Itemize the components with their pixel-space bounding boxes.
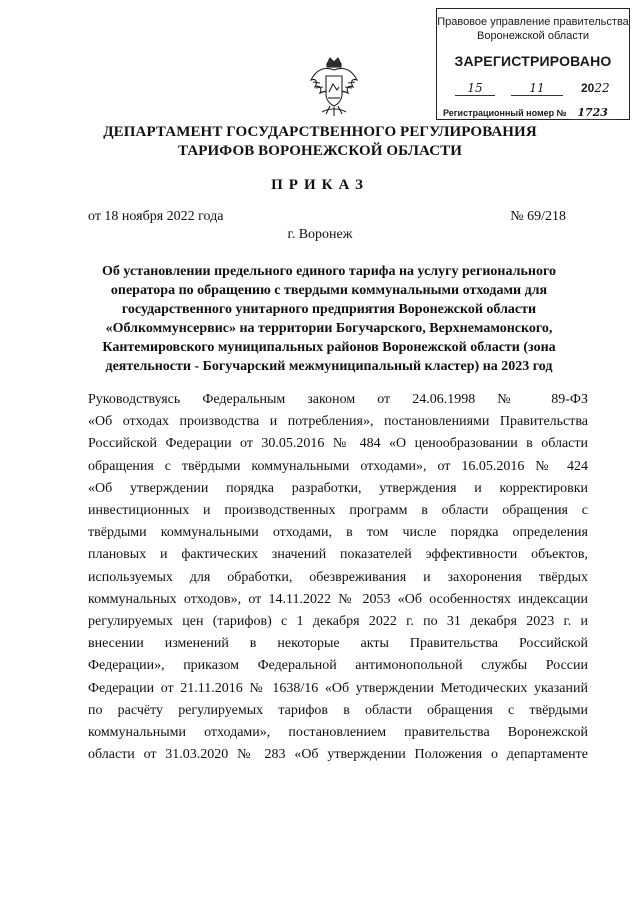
stamp-org-line2: Воронежской области [476, 30, 589, 42]
body-line: «Об отходах производства и потребления», постановлениями Правительства [88, 414, 588, 430]
body-line: Федерации», приказом Федеральной антимонопольной службы России [88, 658, 588, 674]
document-subject [80, 262, 578, 376]
stamp-day: 15 [455, 81, 495, 96]
subject-line: Кантемировского муниципальных районов Воронежской области (зона [102, 340, 556, 355]
subject-line: Об установлении предельного единого тарифа на услугу регионального [102, 264, 556, 279]
body-line: Российской Федерации от 30.05.2016 № 484 «О ценообразовании в области [88, 436, 588, 452]
stamp-date [455, 81, 621, 97]
body-line: плановых и фактических значений показателей эффективности объектов, [88, 547, 588, 563]
body-line: используемых для обработки, обезвреживания и захоронения твёрдых [88, 569, 588, 585]
department-line1: ДЕПАРТАМЕНТ ГОСУДАРСТВЕННОГО РЕГУЛИРОВАНИЯ [103, 124, 537, 140]
body-line: инвестиционных и производственных программ в области обращения с [88, 503, 588, 519]
stamp-month: 11 [511, 81, 563, 96]
body-line: твёрдыми коммунальными отходами, в том числе порядка определения [88, 525, 588, 541]
stamp-reg-number-label: Регистрационный номер № [443, 108, 567, 118]
subject-line: деятельности - Богучарский межмуниципальный кластер) на 2023 год [105, 359, 553, 374]
subject-line: государственного унитарного предприятия Воронежской области [121, 302, 537, 317]
stamp-reg-number: 1723 [571, 106, 615, 120]
stamp-reg-number-row [443, 106, 623, 120]
body-line: «Об утверждении порядка разработки, утверждения и корректировки [88, 480, 588, 496]
document-type: ПРИКАЗ [271, 177, 369, 193]
coat-of-arms-icon [308, 56, 360, 118]
department-title [0, 123, 640, 161]
document-city: г. Воронеж [287, 227, 353, 242]
stamp-year-handwritten: 22 [594, 81, 610, 95]
stamp-year-prefix: 20 [581, 81, 595, 95]
body-line: Федерации от 21.11.2016 № 1638/16 «Об утверждении Методических указаний [88, 680, 588, 696]
document-body [88, 389, 588, 766]
stamp-registered-label: ЗАРЕГИСТРИРОВАНО [454, 53, 612, 69]
body-line: коммунальными отходами», постановлением правительства Воронежской [88, 725, 588, 741]
body-line: коммунальных отходов», от 14.11.2022 № 2053 «Об особенностях индексации [88, 591, 588, 607]
department-line2: ТАРИФОВ ВОРОНЕЖСКОЙ ОБЛАСТИ [177, 143, 463, 159]
body-line: внесении изменений в некоторые акты Правительства Российской [88, 636, 588, 652]
body-line: по расчёту регулируемых тарифов в области обращения с твёрдыми [88, 702, 588, 718]
subject-line: оператора по обращению с твердыми коммунальными отходами для [110, 283, 548, 298]
body-line: регулируемых цен (тарифов) с 1 декабря 2022 г. по 31 декабря 2023 г. и [88, 614, 588, 630]
stamp-organization [437, 15, 629, 43]
subject-line: «Облкоммунсервис» на территории Богучарского, Верхнемамонского, [105, 321, 553, 336]
stamp-year [581, 81, 621, 95]
stamp-org-line1: Правовое управление правительства [437, 16, 629, 28]
body-line: Руководствуясь Федеральным законом от 24.06.1998 № 89-ФЗ [88, 392, 588, 407]
document-date: от 18 ноября 2022 года [88, 209, 224, 224]
registration-stamp [436, 8, 630, 120]
body-line: обращения с твёрдыми коммунальными отходами», от 16.05.2016 № 424 [88, 458, 588, 474]
document-number: № 69/218 [510, 209, 566, 224]
body-line: области от 31.03.2020 № 283 «Об утверждении Положения о департаменте [88, 747, 588, 763]
